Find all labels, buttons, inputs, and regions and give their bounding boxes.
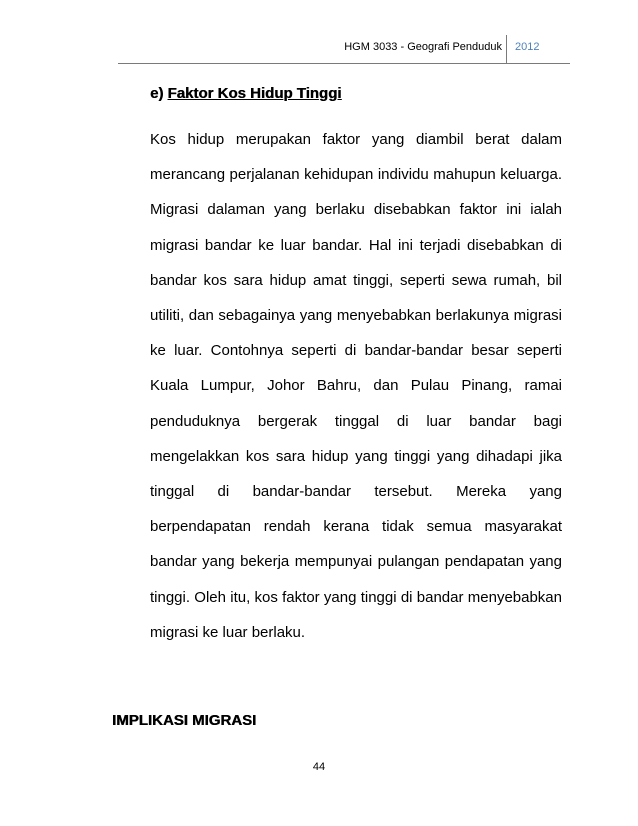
section-heading [150,85,341,102]
header-divider [506,35,507,63]
body-paragraph: Kos hidup merupakan faktor yang diambil berat dalam merancang perjalanan kehidupan individu mahupun keluarga. Migrasi dalaman yang berlaku disebabkan faktor ini ialah migrasi bandar ke luar bandar. Hal ini terjadi disebabkan di bandar kos sara hidup amat tinggi, seperti sewa rumah, bil utiliti, dan sebagainya yang menyebabkan berlakunya migrasi ke luar. Contohnya seperti di bandar-bandar besar seperti Kuala Lumpur, Johor Bahru, dan Pulau Pinang, ramai penduduknya bergerak tinggal di luar bandar bagi mengelakkan kos sara hidup yang tinggi yang dihadapi jika tinggal di bandar-bandar tersebut. Mereka yang berpendapatan rendah kerana tidak semua masyarakat bandar yang bekerja mempunyai pulangan pendapatan yang tinggi. Oleh itu, kos faktor yang tinggi di bandar menyebabkan migrasi ke luar berlaku. [150,131,562,641]
header-year: 2012 [515,41,540,53]
page-number: 44 [312,761,326,773]
page-number-container [0,761,638,773]
next-section-heading: IMPLIKASI MIGRASI [112,712,257,729]
header-course-title: HGM 3033 - Geografi Penduduk [344,41,502,53]
section-prefix: e) [150,85,164,102]
header-rule [118,63,570,64]
page-header [0,0,638,70]
section-title: Faktor Kos Hidup Tinggi [167,85,342,102]
